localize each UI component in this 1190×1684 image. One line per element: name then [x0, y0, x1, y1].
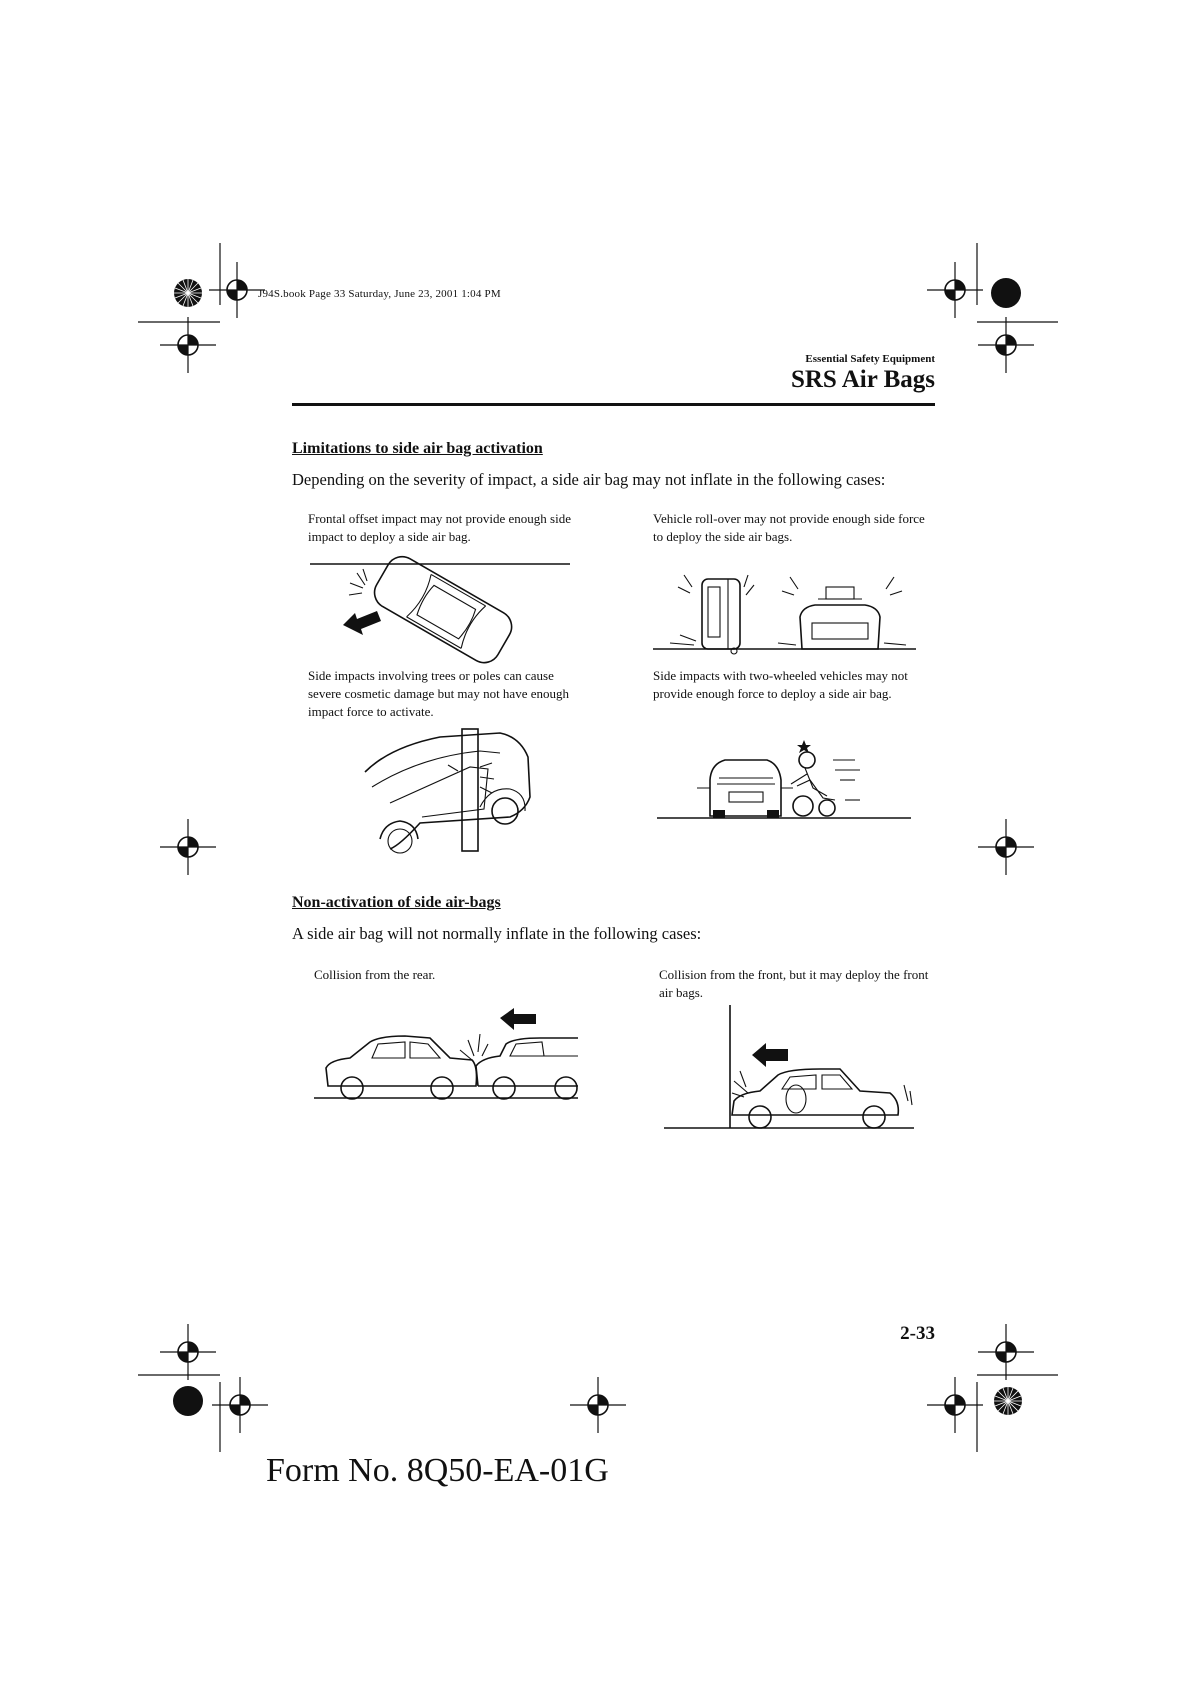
page-number: 2-33	[900, 1323, 935, 1344]
motorcycle-impact-illustration	[655, 740, 915, 820]
offset-impact-illustration	[305, 555, 575, 660]
case-caption-offset-impact: Frontal offset impact may not provide enough side impact to deploy a side air bag.	[308, 511, 571, 544]
form-number: Form No. 8Q50-EA-01G	[266, 1452, 609, 1489]
book-info-line: J94S.book Page 33 Saturday, June 23, 2001 1:04 PM	[258, 288, 501, 300]
case-caption-motorcycle-impact: Side impacts with two-wheeled vehicles may not provide enough force to deploy a side air bag.	[653, 668, 908, 701]
non-activation-heading: Non-activation of side air-bags	[292, 894, 501, 911]
rear-collision-illustration	[310, 1010, 580, 1105]
page-title: SRS Air Bags	[790, 366, 935, 393]
rollover-illustration	[650, 565, 920, 660]
title-divider	[292, 403, 935, 406]
pole-impact-illustration	[360, 727, 540, 851]
case-caption-rear-collision: Collision from the rear.	[314, 967, 436, 982]
front-collision-illustration	[660, 1005, 920, 1135]
case-caption-front-collision: Collision from the front, but it may deploy the front air bags.	[659, 967, 929, 1000]
limitations-intro: Depending on the severity of impact, a side air bag may not inflate in the following cases:	[292, 470, 886, 489]
non-activation-intro: A side air bag will not normally inflate in the following cases:	[292, 924, 702, 943]
case-caption-pole-impact: Side impacts involving trees or poles can cause severe cosmetic damage but may not have enough impact force to activate.	[308, 668, 569, 719]
case-caption-rollover: Vehicle roll-over may not provide enough side force to deploy the side air bags.	[653, 511, 925, 544]
section-label: Essential Safety Equipment	[805, 353, 935, 365]
limitations-heading: Limitations to side air bag activation	[292, 440, 543, 457]
